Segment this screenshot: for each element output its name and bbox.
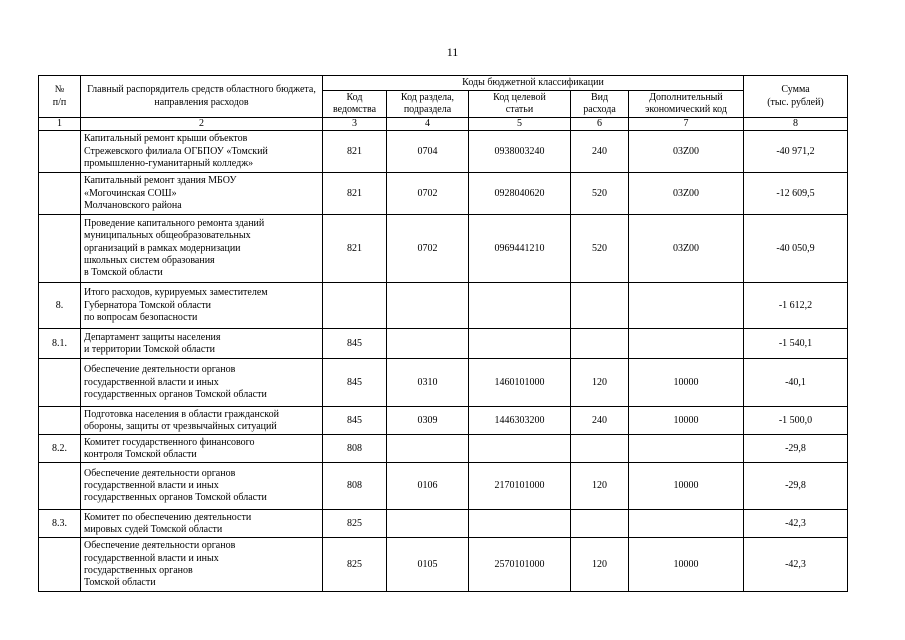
row-razdel-code: 0105	[387, 538, 469, 592]
row-number: 8.2.	[39, 435, 81, 463]
row-ved-code: 808	[323, 463, 387, 510]
table-row	[39, 329, 848, 359]
row-sum: -42,3	[744, 510, 848, 538]
row-sum: -1 540,1	[744, 329, 848, 359]
row-dop-code: 10000	[629, 359, 744, 407]
row-vid-code: 240	[571, 407, 629, 435]
column-number: 5	[469, 118, 571, 131]
row-number	[39, 463, 81, 510]
row-number	[39, 131, 81, 173]
header-main: Главный распорядитель средств областного бюджета, направления расходов	[81, 76, 323, 118]
row-dop-code: 10000	[629, 407, 744, 435]
table-row	[39, 510, 848, 538]
row-vid-code: 120	[571, 538, 629, 592]
row-dop-code: 03Z00	[629, 131, 744, 173]
row-sum: -29,8	[744, 435, 848, 463]
row-sum: -42,3	[744, 538, 848, 592]
row-name: Итого расходов, курируемых заместителем Губернатора Томской области по вопросам безопасности	[81, 283, 323, 329]
row-dop-code: 10000	[629, 463, 744, 510]
row-name: Обеспечение деятельности органов государственной власти и иных государственных органов Томской области	[81, 538, 323, 592]
row-name: Департамент защиты населения и территории Томской области	[81, 329, 323, 359]
row-sum: -12 609,5	[744, 173, 848, 215]
row-dop-code	[629, 435, 744, 463]
header-razdel: Код раздела, подраздела	[387, 91, 469, 118]
row-name: Проведение капитального ремонта зданий муниципальных общеобразовательных организаций в рамках модернизации школьных систем образования в Томской области	[81, 215, 323, 283]
column-number: 2	[81, 118, 323, 131]
column-number: 3	[323, 118, 387, 131]
row-ved-code: 821	[323, 215, 387, 283]
row-csr-code: 2170101000	[469, 463, 571, 510]
row-number: 8.3.	[39, 510, 81, 538]
header-num: № п/п	[39, 76, 81, 118]
row-vid-code	[571, 283, 629, 329]
column-numbers-row	[39, 118, 848, 131]
row-csr-code: 0928040620	[469, 173, 571, 215]
row-vid-code	[571, 510, 629, 538]
row-name: Подготовка населения в области гражданской обороны, защиты от чрезвычайных ситуаций	[81, 407, 323, 435]
row-name: Комитет по обеспечению деятельности мировых судей Томской области	[81, 510, 323, 538]
row-name: Капитальный ремонт здания МБОУ «Могочинская СОШ» Молчановского района	[81, 173, 323, 215]
row-vid-code	[571, 435, 629, 463]
column-number: 4	[387, 118, 469, 131]
row-csr-code: 0938003240	[469, 131, 571, 173]
row-number: 8.	[39, 283, 81, 329]
row-csr-code: 2570101000	[469, 538, 571, 592]
row-ved-code: 808	[323, 435, 387, 463]
header-codes-group: Коды бюджетной классификации	[323, 76, 744, 91]
row-vid-code: 120	[571, 463, 629, 510]
table-row	[39, 215, 848, 283]
row-ved-code: 845	[323, 329, 387, 359]
row-razdel-code	[387, 283, 469, 329]
header-ved: Код ведомства	[323, 91, 387, 118]
header-vid: Вид расхода	[571, 91, 629, 118]
row-razdel-code: 0702	[387, 173, 469, 215]
row-ved-code: 845	[323, 359, 387, 407]
row-name: Обеспечение деятельности органов государственной власти и иных государственных органов Томской области	[81, 463, 323, 510]
row-number	[39, 538, 81, 592]
row-razdel-code: 0702	[387, 215, 469, 283]
row-dop-code: 03Z00	[629, 173, 744, 215]
header-sum: Сумма (тыс. рублей)	[744, 76, 848, 118]
table-row	[39, 407, 848, 435]
row-sum: -40 050,9	[744, 215, 848, 283]
row-ved-code: 845	[323, 407, 387, 435]
row-name: Обеспечение деятельности органов государственной власти и иных государственных органов Томской области	[81, 359, 323, 407]
column-number: 7	[629, 118, 744, 131]
page-number: 11	[446, 45, 459, 59]
row-ved-code: 821	[323, 131, 387, 173]
row-ved-code	[323, 283, 387, 329]
column-number: 8	[744, 118, 848, 131]
table-row	[39, 359, 848, 407]
row-dop-code: 03Z00	[629, 215, 744, 283]
row-razdel-code: 0310	[387, 359, 469, 407]
row-number	[39, 359, 81, 407]
row-sum: -29,8	[744, 463, 848, 510]
row-number	[39, 407, 81, 435]
row-ved-code: 825	[323, 510, 387, 538]
header-dop: Дополнительный экономический код	[629, 91, 744, 118]
row-ved-code: 821	[323, 173, 387, 215]
budget-table	[38, 75, 848, 592]
table-row	[39, 283, 848, 329]
table-row	[39, 131, 848, 173]
row-number	[39, 215, 81, 283]
column-number: 6	[571, 118, 629, 131]
row-sum: -40,1	[744, 359, 848, 407]
row-csr-code: 0969441210	[469, 215, 571, 283]
row-sum: -40 971,2	[744, 131, 848, 173]
row-vid-code: 120	[571, 359, 629, 407]
row-csr-code: 1446303200	[469, 407, 571, 435]
row-razdel-code: 0704	[387, 131, 469, 173]
row-sum: -1 612,2	[744, 283, 848, 329]
table-row	[39, 463, 848, 510]
row-csr-code: 1460101000	[469, 359, 571, 407]
table-row	[39, 538, 848, 592]
row-dop-code	[629, 510, 744, 538]
row-number: 8.1.	[39, 329, 81, 359]
row-csr-code	[469, 510, 571, 538]
row-ved-code: 825	[323, 538, 387, 592]
row-csr-code	[469, 435, 571, 463]
row-csr-code	[469, 283, 571, 329]
table-row	[39, 435, 848, 463]
row-sum: -1 500,0	[744, 407, 848, 435]
row-dop-code: 10000	[629, 538, 744, 592]
row-number	[39, 173, 81, 215]
row-vid-code	[571, 329, 629, 359]
table-body	[39, 131, 848, 592]
row-vid-code: 520	[571, 173, 629, 215]
row-name: Капитальный ремонт крыши объектов Стрежевского филиала ОГБПОУ «Томский промышленно-гуманитарный колледж»	[81, 131, 323, 173]
table-row	[39, 173, 848, 215]
row-vid-code: 520	[571, 215, 629, 283]
header-csr: Код целевой статьи	[469, 91, 571, 118]
row-dop-code	[629, 283, 744, 329]
row-razdel-code	[387, 435, 469, 463]
row-razdel-code: 0309	[387, 407, 469, 435]
row-razdel-code	[387, 329, 469, 359]
row-razdel-code: 0106	[387, 463, 469, 510]
row-vid-code: 240	[571, 131, 629, 173]
row-csr-code	[469, 329, 571, 359]
row-razdel-code	[387, 510, 469, 538]
row-name: Комитет государственного финансового контроля Томской области	[81, 435, 323, 463]
row-dop-code	[629, 329, 744, 359]
column-number: 1	[39, 118, 81, 131]
